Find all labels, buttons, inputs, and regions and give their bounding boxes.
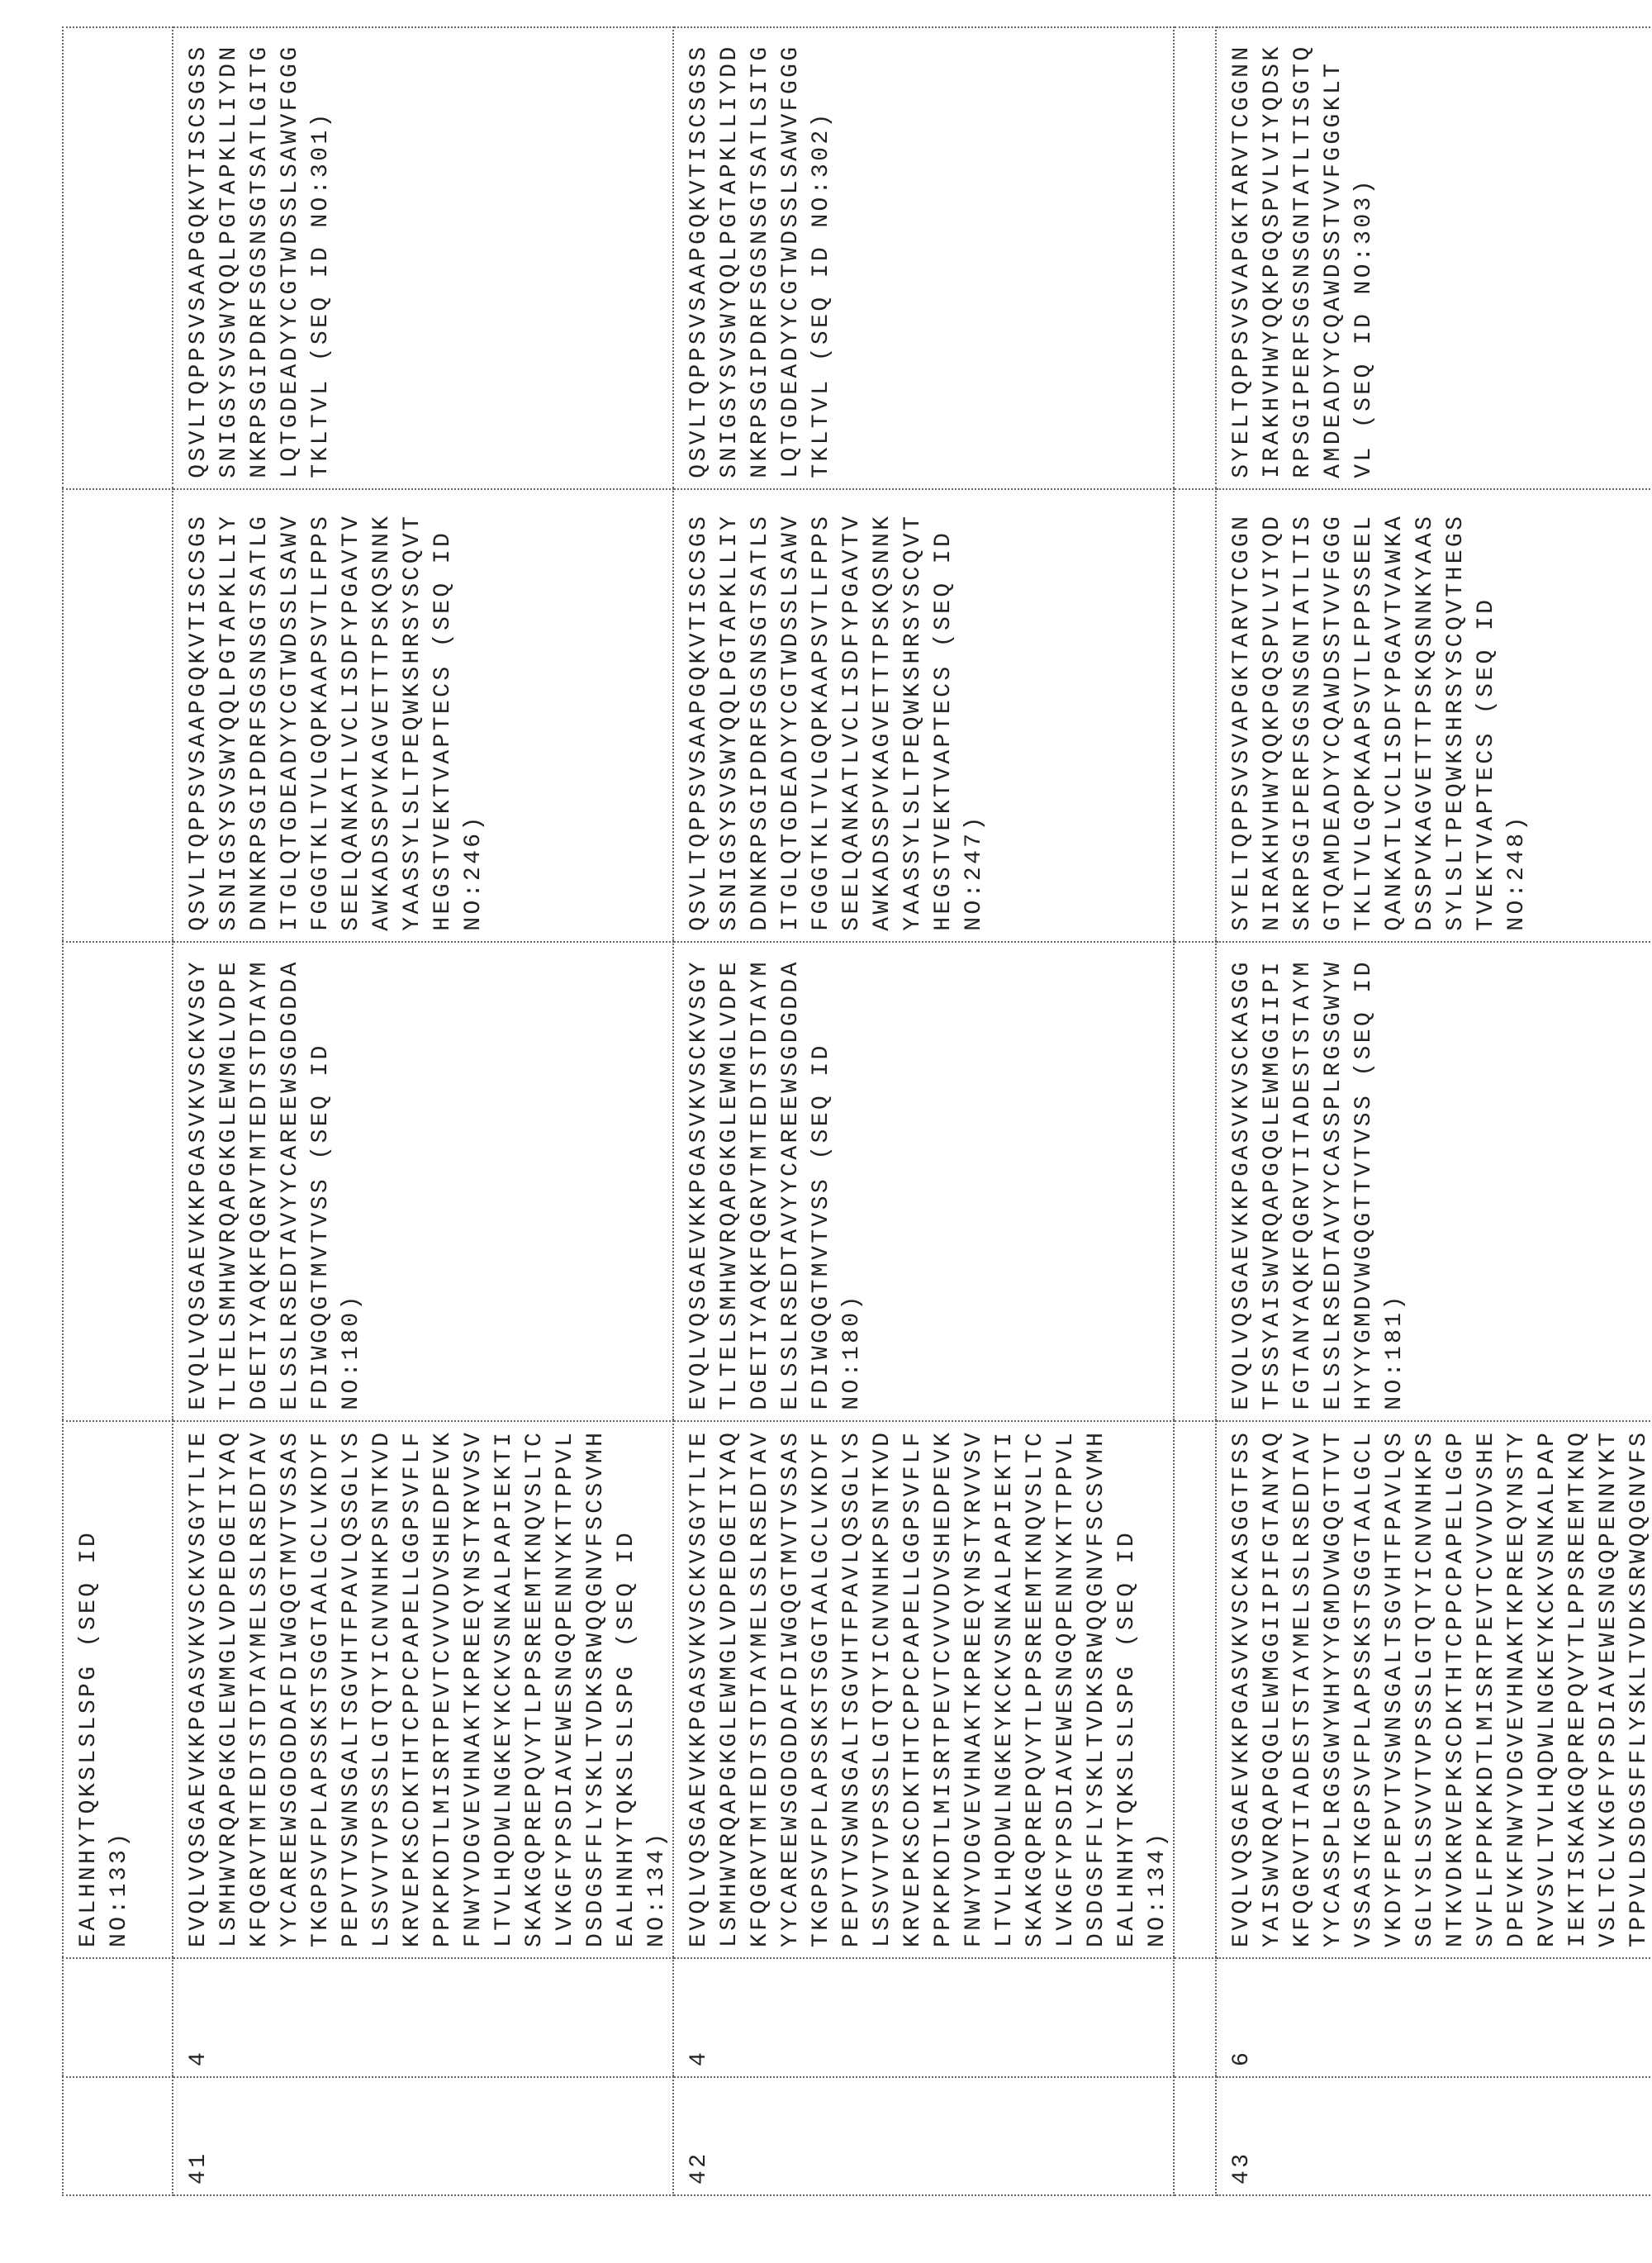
light-chain-cell: SYELTQPPSVSVAPGKTARVTCGGN NIRAKHVHWYQQKPGQSPVLVIYQD SKRPSGIPERFSGSNSGNTATLTIS GTQAMDEADYYCQAWDSSTVVFGGG TKLTVLGQPKAAPSVTLFPPSSEEL QANKATLVCLISDFYPGAVTVAWKA DSSPVKAGVETTTPSKQSNNKYAAS SYLSLTPEQWKSHRSYSCQVTHEGS TVEKTVAPTECS (SEQ ID NO:248)	[1216, 489, 1652, 942]
sequence-table	[62, 26, 1652, 2196]
vl-cell: SYELTQPPSVSVAPGKTARVTCGGNN IRAKHVHWYQQKPGQSPVLVIYQDSK RPSGIPERFSGSNSGNTATLTISGTQ AMDEADYYCQAWDSSTVVFGGGKLT VL (SEQ ID NO:303)	[1216, 27, 1652, 489]
vl-cell: QSVLTQPPSVSAAPGQKVTISCSGSS SNIGSYSVSWYQQLPGTAPKLLIYDD NKRPSGIPDRFSGSNSGTSATLSITG LQTGDEADYYCGTWDSSLSAWVFGGG TKLTVL (SEQ ID NO:302)	[673, 27, 1174, 489]
count-cell: 4	[673, 1958, 1174, 2077]
table-row	[673, 27, 1174, 2195]
vh-cell: EVQLVQSGAEVKKPGASVKVSCKVSGY TLTELSMHWVRQAPGKGLEWMGLVDPE DGETIYAQKFQGRVTMTEDTSTDTAYM ELSSLRSEDTAVYYCAREEWSGDGDDA FDIWGQGTMVTVSS (SEQ ID NO:180)	[173, 942, 673, 1421]
empty-cell	[1174, 1421, 1216, 1958]
id-cell	[63, 2077, 173, 2195]
vh-cell	[63, 942, 173, 1421]
empty-cell	[1174, 489, 1216, 942]
vl-cell: QSVLTQPPSVSAAPGQKVTISCSGSS SNIGSYSVSWYQQLPGTAPKLLIYDN NKRPSGIPDRFSGSNSGTSATLGITG LQTGDEADYYCGTWDSSLSAWVFGGG TKLTVL (SEQ ID NO:301)	[173, 27, 673, 489]
table-row	[173, 27, 673, 2195]
light-chain-cell: QSVLTQPPSVSAAPGQKVTISCSGS SSNIGSYSVSWYQQLPGTAPKLLIY DNNKRPSGIPDRFSGSNSGTSATLG ITGLQTGDEADYYCGTWDSSLSAWV FGGGTKLTVLGQPKAAPSVTLFPPS SEELQANKATLVCLISDFYPGAVTV AWKADSSPVKAGVETTTPSKQSNNK YAASSYLSLTPEQWKSHRSYSCQVT HEGSTVEKTVAPTECS (SEQ ID NO:246)	[173, 489, 673, 942]
empty-cell	[1174, 1958, 1216, 2077]
table-row-continuation	[63, 27, 173, 2195]
empty-cell	[1174, 942, 1216, 1421]
table-row	[1216, 27, 1652, 2195]
table-row-spacer	[1174, 27, 1216, 2195]
count-cell: 6	[1216, 1958, 1652, 2077]
empty-cell	[1174, 2077, 1216, 2195]
vh-cell: EVQLVQSGAEVKKPGASVKVSCKASGG TFSSYAISWVRQAPGQGLEWMGGIIPI FGTANYAQKFQGRVTITADESTSTAYM ELSSLRSEDTAVYYCASSPLRGSGWYW HYYYGMDVWGQGTTVTVSS (SEQ ID NO:181)	[1216, 942, 1652, 1421]
empty-cell	[1174, 27, 1216, 489]
id-cell: 41	[173, 2077, 673, 2195]
light-chain-cell: QSVLTQPPSVSAAPGQKVTISCSGS SSNIGSYSVSWYQQLPGTAPKLLIY DDNKRPSGIPDRFSGSNSGTSATLS ITGLQTGDEADYYCGTWDSSLSAWV FGGGTKLTVLGQPKAAPSVTLFPPS SEELQANKATLVCLISDFYPGAVTV AWKADSSPVKAGVETTTPSKQSNNK YAASSYLSLTPEQWKSHRSYSCQVT HEGSTVEKTVAPTECS (SEQ ID NO:247)	[673, 489, 1174, 942]
light-chain-cell	[63, 489, 173, 942]
vl-cell	[63, 27, 173, 489]
heavy-chain-cell: EALHNHYTQKSLSLSPG (SEQ ID NO:133)	[63, 1421, 173, 1958]
id-cell: 42	[673, 2077, 1174, 2195]
count-cell	[63, 1958, 173, 2077]
vh-cell: EVQLVQSGAEVKKPGASVKVSCKVSGY TLTELSMHWVRQAPGKGLEWMGLVDPE DGETIYAQKFQGRVTMTEDTSTDTAYM ELSSLRSEDTAVYYCAREEWSGDGDDA FDIWGQGTMVTVSS (SEQ ID NO:180)	[673, 942, 1174, 1421]
heavy-chain-cell: EVQLVQSGAEVKKPGASVKVSCKASGGTFSS YAISWVRQAPGQGLEWMGGIIPIFGTANYAQ KFQGRVTITADESTSTAYMELSSLRSEDTAV YYCASSPLRGSGWYWHYYYGMDVWGQGTTVT VSSASTKGPSVFPLAPSSKSTSGGTAALGCL VKDYFPEPVTVSWNSGALTSGVHTFPAVLQS SGLYSLSSVVTVPSSSLGTQTYICNVNHKPS NTKVDKRVEPKSCDKTHTCPPCPAPELLGGP SVFLFPPKPKDTLMISRTPEVTCVVVDVSHE DPEVKFNWYVDGVEVHNAKTKPREEQYNSTY RVVSVLTVLHQDWLNGKEYKCKVSNKALPAP IEKTISKAKGQPREPQVYTLPPSREEMTKNQ VSLTCLVKGFYPSDIAVEWESNGQPENNYKT TPPVLDSDGSFFLYSKLTVDKSRWQQGNVFS	[1216, 1421, 1652, 1958]
rotated-page	[0, 0, 1652, 2263]
heavy-chain-cell: EVQLVQSGAEVKKPGASVKVSCKVSGYTLTE LSMHWVRQAPGKGLEWMGLVDPEDGETIYAQ KFQGRVTMTEDTSTDTAYMELSSLRSEDTAV YYCAREEWSGDGDDAFDIWGQGTMVTVSSAS TKGPSVFPLAPSSKSTSGGTAALGCLVKDYF PEPVTVSWNSGALTSGVHTFPAVLQSSGLYS LSSVVTVPSSSLGTQTYICNVNHKPSNTKVD KRVEPKSCDKTHTCPPCPAPELLGGPSVFLF PPKPKDTLMISRTPEVTCVVVDVSHEDPEVK FNWYVDGVEVHNAKTKPREEQYNSTYRVVSV LTVLHQDWLNGKEYKCKVSNKALPAPIEKTI SKAKGQPREPQVYTLPPSREEMTKNQVSLTC LVKGFYPSDIAVEWESNGQPENNYKTTPPVL DSDGSFFLYSKLTVDKSRWQQGNVFSCSVMH EALHNHYTQKSLSLSPG (SEQ ID NO:134)	[673, 1421, 1174, 1958]
count-cell: 4	[173, 1958, 673, 2077]
id-cell: 43	[1216, 2077, 1652, 2195]
heavy-chain-cell: EVQLVQSGAEVKKPGASVKVSCKVSGYTLTE LSMHWVRQAPGKGLEWMGLVDPEDGETIYAQ KFQGRVTMTEDTSTDTAYMELSSLRSEDTAV YYCAREEWSGDGDDAFDIWGQGTMVTVSSAS TKGPSVFPLAPSSKSTSGGTAALGCLVKDYF PEPVTVSWNSGALTSGVHTFPAVLQSSGLYS LSSVVTVPSSSLGTQTYICNVNHKPSNTKVD KRVEPKSCDKTHTCPPCPAPELLGGPSVFLF PPKPKDTLMISRTPEVTCVVVDVSHEDPEVK FNWYVDGVEVHNAKTKPREEQYNSTYRVVSV LTVLHQDWLNGKEYKCKVSNKALPAPIEKTI SKAKGQPREPQVYTLPPSREEMTKNQVSLTC LVKGFYPSDIAVEWESNGQPENNYKTTPPVL DSDGSFFLYSKLTVDKSRWQQGNVFSCSVMH EALHNHYTQKSLSLSPG (SEQ ID NO:134)	[173, 1421, 673, 1958]
